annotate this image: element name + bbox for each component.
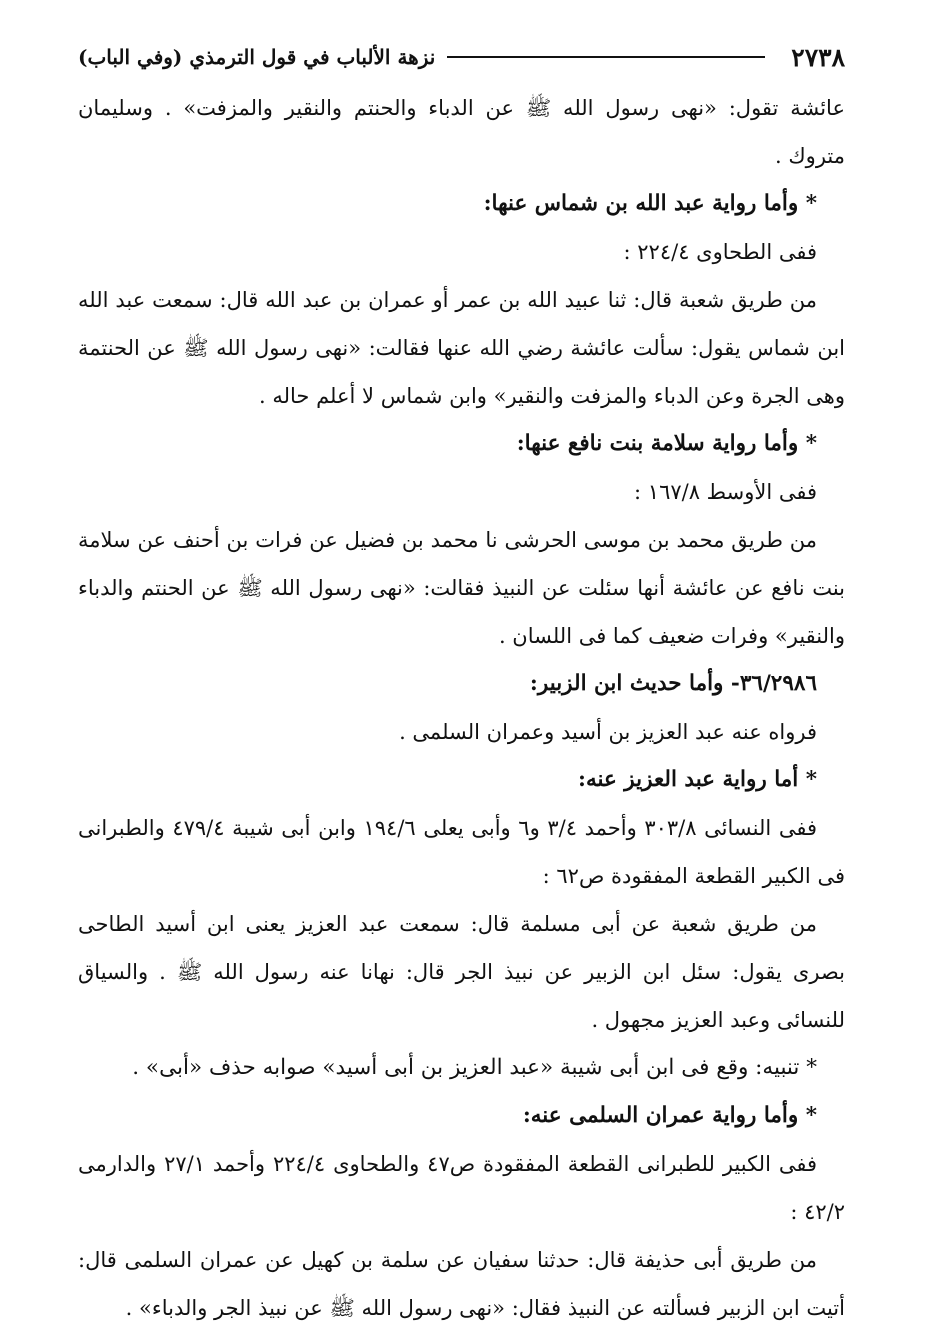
sources-list: ففى الكبير للطبرانى القطعة المفقودة ص٤٧ والطحاوى ٢٢٤/٤ وأحمد ٢٧/١ والدارمى ٤٢/٢ :: [78, 1152, 845, 1224]
sources-list: ففى النسائى ٣٠٣/٨ وأحمد ٣/٤ و٦ وأبى يعلى ١٩٤/٦ وابن أبى شيبة ٤٧٩/٤ والطبرانى فى الكبير القطعة المفقودة ص٦٢ :: [78, 816, 845, 888]
section-heading: * وأما رواية عبد الله بن شماس عنها:: [483, 191, 817, 216]
section-heading: * وأما رواية عمران السلمى عنه:: [522, 1103, 817, 1128]
warning-note: * تنبيه: وقع فى ابن أبى شيبة «عبد العزيز بن أبى أسيد» صوابه حذف «أبى» .: [132, 1055, 817, 1080]
header-rule: [447, 56, 765, 58]
section-heading: * وأما رواية سلامة بنت نافع عنها:: [516, 431, 817, 456]
section-heading: * أما رواية عبد العزيز عنه:: [578, 767, 817, 792]
book-title: نزهة الألباب في قول الترمذي (وفي الباب): [78, 45, 436, 69]
hadith-chain-text: من طريق أبى حذيفة قال: حدثنا سفيان عن سلمة بن كهيل عن عمران السلمى قال: أتيت ابن الزبير فسألته عن النبيذ فقال: «نهى رسول الله ﷺ عن نبيذ الجر والدباء» .: [78, 1248, 845, 1320]
hadith-number-heading: ٣٦/٢٩٨٦- وأما حديث ابن الزبير:: [529, 671, 817, 696]
hadith-chain-text: من طريق محمد بن موسى الحرشى نا محمد بن فضيل عن فرات بن أحنف عن سلامة بنت نافع عن عائشة أنها سئلت عن النبيذ فقالت: «نهى رسول الله ﷺ عن الحنتم والدباء والنقير» وفرات ضعيف كما فى اللسان .: [78, 528, 845, 648]
hadith-chain-text: من طريق شعبة قال: ثنا عبيد الله بن عمر أو عمران بن عبد الله قال: سمعت عبد الله ابن شماس يقول: سألت عائشة رضي الله عنها فقالت: «نهى رسول الله ﷺ عن الحنتمة وهى الجرة وعن الدباء والمزفت والنقير» وابن شماس لا أعلم حاله .: [78, 288, 845, 408]
narrators-summary: فرواه عنه عبد العزيز بن أسيد وعمران السلمى .: [399, 720, 817, 744]
source-citation: ففى الأوسط ١٦٧/٨ :: [634, 480, 817, 504]
running-header: [78, 38, 845, 76]
page-number: ٢٧٣٨: [791, 42, 845, 72]
page-body: [78, 84, 845, 1332]
paragraph-continuation: عائشة تقول: «نهى رسول الله ﷺ عن الدباء والحنتم والنقير والمزفت» . وسليمان متروك .: [78, 96, 845, 168]
source-citation: ففى الطحاوى ٢٢٤/٤ :: [623, 240, 817, 264]
hadith-chain-text: من طريق شعبة عن أبى مسلمة قال: سمعت عبد العزيز يعنى ابن أسيد الطاحى بصرى يقول: سئل ابن الزبير عن نبيذ الجر قال: نهانا عنه رسول الله ﷺ . والسياق للنسائى وعبد العزيز مجهول .: [78, 912, 845, 1032]
